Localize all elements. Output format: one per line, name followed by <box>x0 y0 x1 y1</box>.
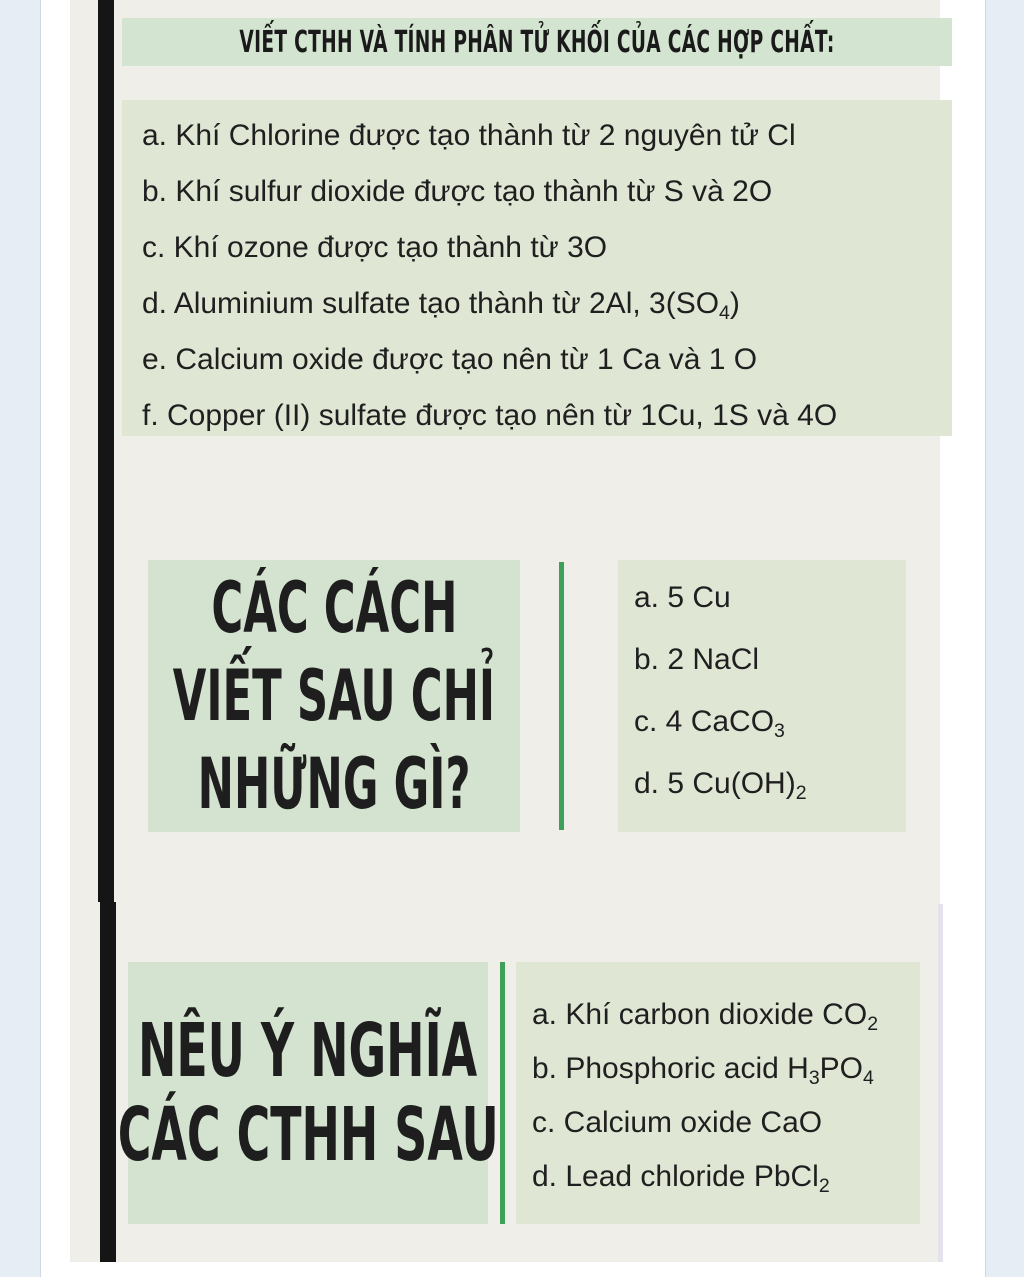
section3-heading <box>117 962 499 1224</box>
section3-item-c-text: c. Calcium oxide CaO <box>532 1106 823 1139</box>
section2-item-d <box>634 760 807 822</box>
section1-title-band <box>122 18 952 66</box>
section1-item-d <box>142 276 837 332</box>
right-divider-bar <box>938 904 943 1262</box>
section1-item-d-subscript: 4 <box>719 301 730 324</box>
section3-divider <box>500 962 505 1224</box>
section3-item-b-subscript-1: 3 <box>808 1066 820 1089</box>
section2-item-c <box>634 698 807 760</box>
section3-item-c <box>532 1098 878 1152</box>
section1-item-d-text: d. Aluminium sulfate tạo thành từ 2Al, 3(SO <box>142 287 720 320</box>
section2-item-c-subscript: 3 <box>774 719 785 742</box>
section2-item-c-text: c. 4 CaCO <box>634 705 775 738</box>
section3-heading-line-2: CÁC CTHH SAU <box>117 1092 499 1178</box>
section1-title: VIẾT CTHH VÀ TÍNH PHÂN TỬ KHỐI CỦA CÁC HỢP CHẤT: <box>239 24 835 60</box>
section2-list <box>634 574 807 822</box>
section1-item-c: c. Khí ozone được tạo thành từ 3O <box>142 231 608 264</box>
section3-heading-line-1: NÊU Ý NGHĨA <box>138 1008 478 1094</box>
section3-item-a-subscript: 2 <box>867 1012 879 1035</box>
section2-heading <box>148 560 520 832</box>
section3-item-a <box>532 990 878 1044</box>
section3-item-d-subscript: 2 <box>818 1174 830 1197</box>
section2-item-d-subscript: 2 <box>795 781 807 804</box>
section3-item-b-text-2: PO <box>819 1052 864 1085</box>
section3-item-d-text: d. Lead chloride PbCl <box>532 1160 819 1193</box>
section3-item-b <box>532 1044 878 1098</box>
left-accent-bar-bottom <box>100 902 116 1262</box>
left-accent-bar-top <box>98 0 114 902</box>
section1-item-f: f. Copper (II) sulfate được tạo nên từ 1Cu, 1S và 4O <box>142 399 838 432</box>
section2-item-d-text: d. 5 Cu(OH) <box>634 767 796 800</box>
section2-heading-line-2: VIẾT SAU CHỈ <box>172 655 496 737</box>
section3-item-a-text: a. Khí carbon dioxide CO <box>532 998 868 1031</box>
section3-list <box>532 990 878 1206</box>
section2-heading-line-1: CÁC CÁCH <box>211 567 458 649</box>
section2-divider <box>559 562 564 830</box>
section2-item-a-text: a. 5 Cu <box>634 581 731 614</box>
section1-item-d-close: ) <box>729 287 740 320</box>
section2-heading-line-3: NHỮNG GÌ? <box>197 743 471 825</box>
section3-item-b-text: b. Phosphoric acid H <box>532 1052 809 1085</box>
section3-item-d <box>532 1152 878 1206</box>
section1-list <box>142 108 837 444</box>
section2-item-b-text: b. 2 NaCl <box>634 643 760 676</box>
section2-item-a <box>634 574 807 636</box>
section1-item-b: b. Khí sulfur dioxide được tạo thành từ S và 2O <box>142 175 773 208</box>
section1-item-a: a. Khí Chlorine được tạo thành từ 2 nguyên tử Cl <box>142 119 796 152</box>
section1-item-e: e. Calcium oxide được tạo nên từ 1 Ca và 1 O <box>142 343 758 376</box>
section2-item-b <box>634 636 807 698</box>
section3-item-b-subscript-2: 4 <box>863 1066 874 1089</box>
